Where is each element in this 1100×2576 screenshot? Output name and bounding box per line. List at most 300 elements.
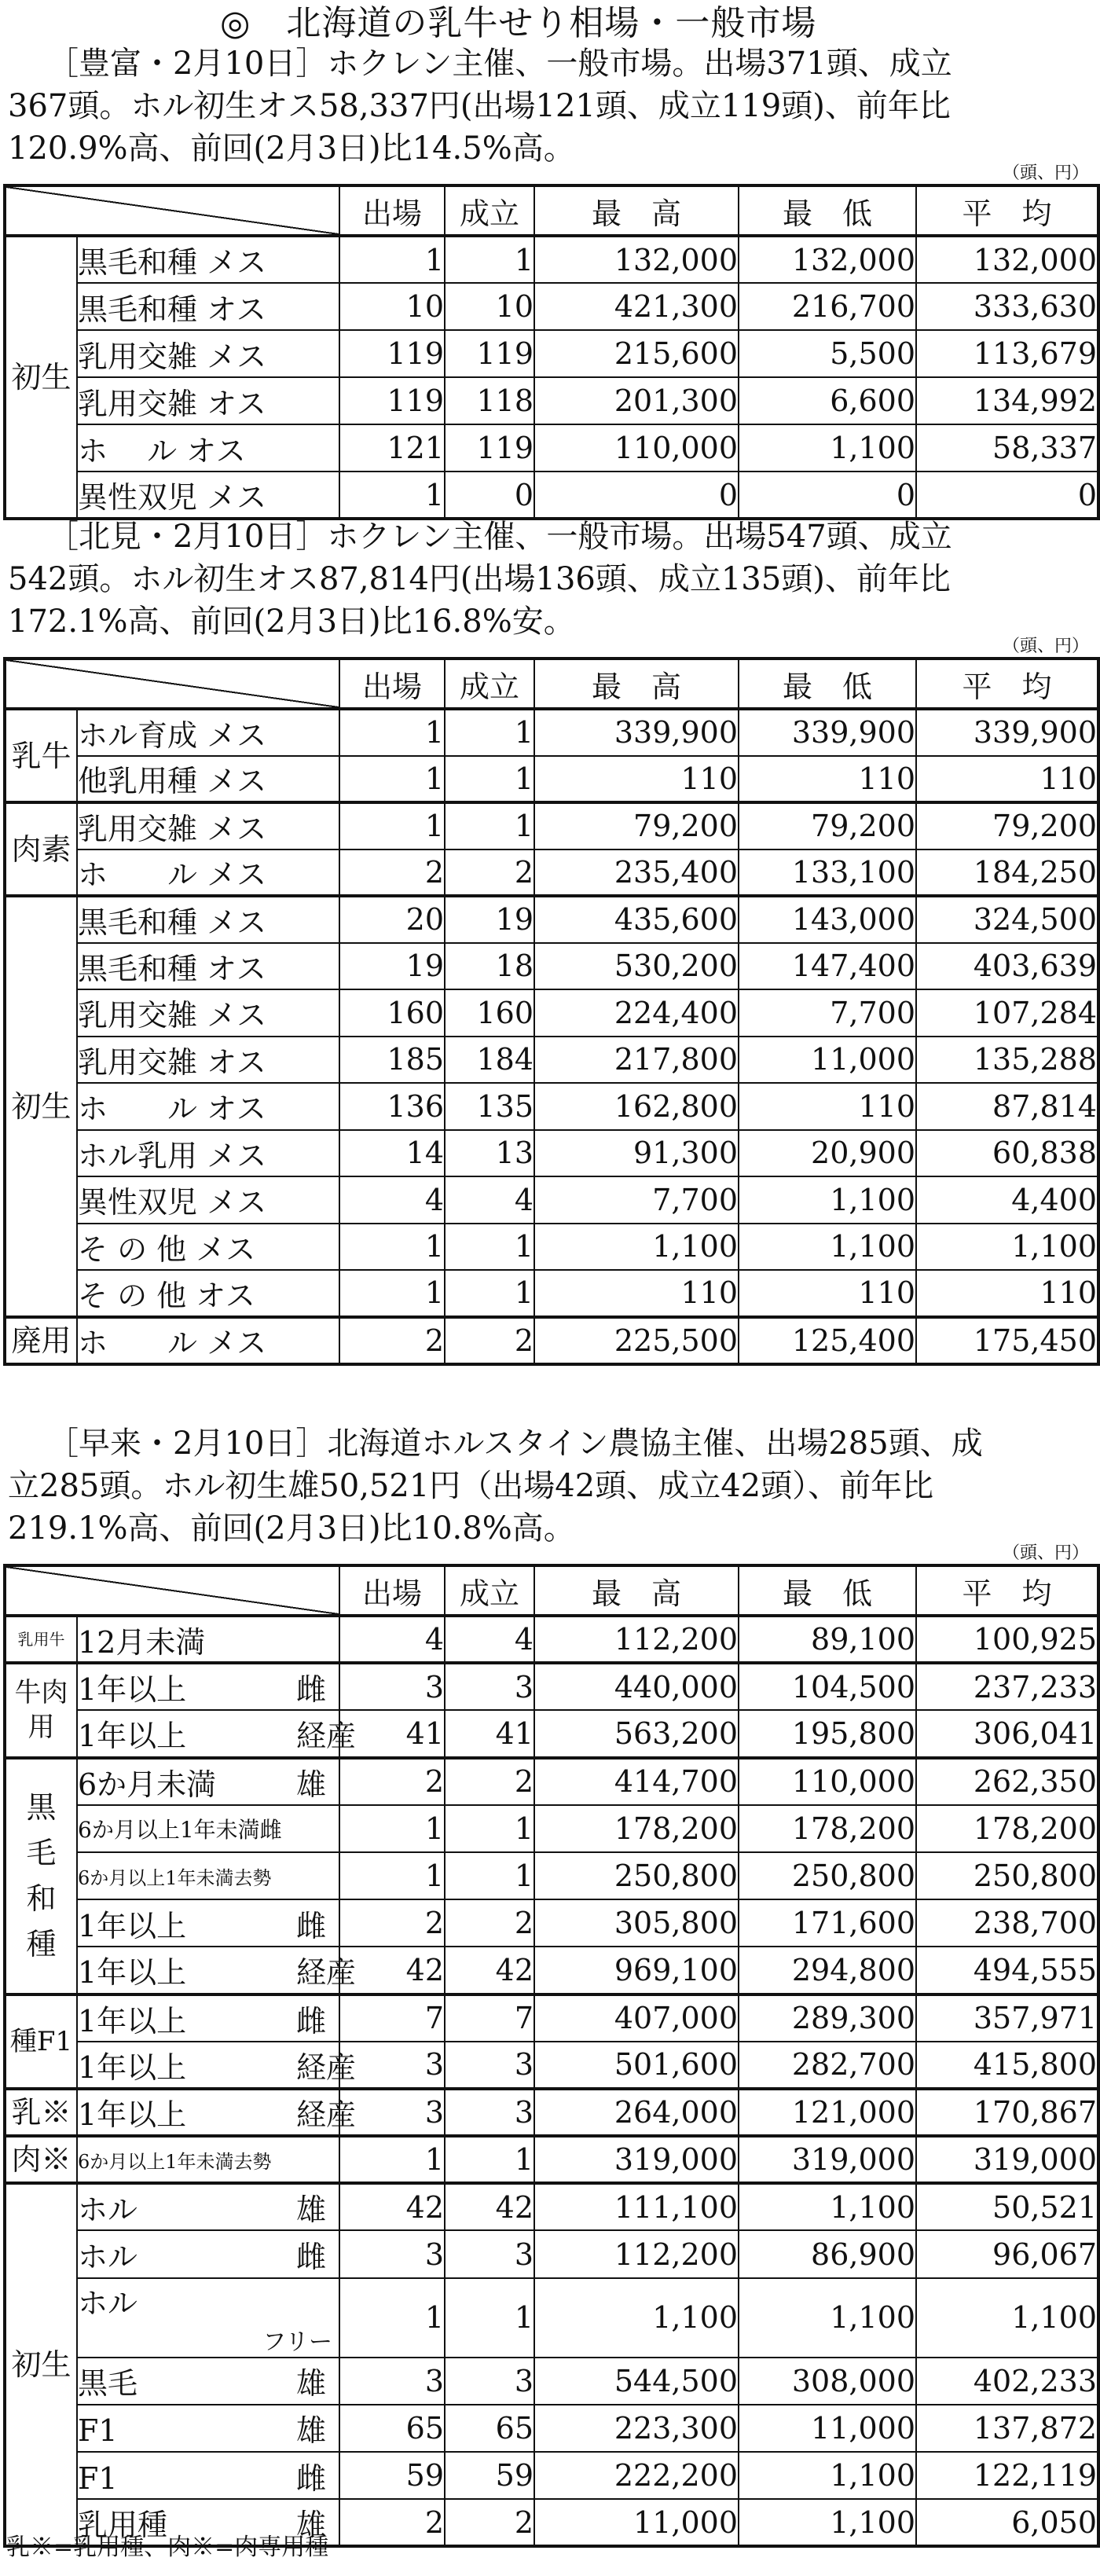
item-cell xyxy=(77,2183,339,2230)
value-shutsujo: 4 xyxy=(339,1176,445,1224)
value-seiritsu: 3 xyxy=(445,1663,534,1710)
table-row xyxy=(5,943,1098,990)
market-intro-kitami xyxy=(8,516,1092,643)
unit-label: （頭、円） xyxy=(1002,1543,1089,1563)
value-seiritsu: 2 xyxy=(445,1899,534,1947)
item-class: F1 xyxy=(78,2413,118,2449)
value-shutsujo: 1 xyxy=(339,1270,445,1317)
value-min: 11,000 xyxy=(739,1037,916,1084)
value-seiritsu: 1 xyxy=(445,1852,534,1899)
item-sex: 経産 xyxy=(296,2049,357,2085)
value-avg: 110 xyxy=(916,1270,1098,1317)
value-shutsujo: 3 xyxy=(339,1663,445,1710)
value-seiritsu: 119 xyxy=(445,424,534,472)
row-group xyxy=(5,1616,1098,1663)
value-avg: 1,100 xyxy=(916,1224,1098,1271)
item-cell: 乳用交雑 オス xyxy=(77,377,339,424)
row-group xyxy=(5,236,1098,519)
value-max: 969,100 xyxy=(534,1947,739,1994)
item-cell: そ の 他 オス xyxy=(77,1270,339,1317)
value-shutsujo: 3 xyxy=(339,2358,445,2405)
value-max: 235,400 xyxy=(534,849,739,897)
table-row xyxy=(5,2230,1098,2277)
item-cell xyxy=(77,2136,339,2183)
value-shutsujo: 4 xyxy=(339,1616,445,1663)
intro-line: 219.1%高、前回(2月3日)比10.8%高。 xyxy=(8,1510,575,1547)
value-max: 501,600 xyxy=(534,2042,739,2089)
table-row xyxy=(5,709,1098,756)
table-row xyxy=(5,849,1098,897)
item-cell: そ の 他 メス xyxy=(77,1224,339,1271)
value-shutsujo: 119 xyxy=(339,330,445,377)
value-seiritsu: 3 xyxy=(445,2089,534,2136)
value-shutsujo: 2 xyxy=(339,849,445,897)
table-row xyxy=(5,1947,1098,1994)
item-class: 6か月以上1年未満去勢 xyxy=(78,1866,272,1889)
value-min: 319,000 xyxy=(739,2136,916,2183)
value-seiritsu: 1 xyxy=(445,709,534,756)
table-row xyxy=(5,1176,1098,1224)
value-shutsujo: 121 xyxy=(339,424,445,472)
value-max: 223,300 xyxy=(534,2405,739,2452)
value-max: 79,200 xyxy=(534,802,739,849)
value-shutsujo: 2 xyxy=(339,2499,445,2546)
value-avg: 250,800 xyxy=(916,1852,1098,1899)
value-avg: 100,925 xyxy=(916,1616,1098,1663)
value-max: 1,100 xyxy=(534,2278,739,2358)
value-shutsujo: 1 xyxy=(339,236,445,283)
table-row xyxy=(5,1616,1098,1663)
value-shutsujo: 1 xyxy=(339,709,445,756)
corner-cell xyxy=(5,659,339,709)
value-seiritsu: 7 xyxy=(445,1994,534,2042)
value-avg: 79,200 xyxy=(916,802,1098,849)
value-min: 110 xyxy=(739,1083,916,1130)
value-min: 1,100 xyxy=(739,2499,916,2546)
table-row xyxy=(5,1130,1098,1177)
corner-cell xyxy=(5,1565,339,1616)
market-intro-hayakita xyxy=(8,1422,1092,1550)
column-header: 最 高 xyxy=(534,1565,739,1616)
value-min: 0 xyxy=(739,472,916,519)
value-shutsujo: 136 xyxy=(339,1083,445,1130)
value-avg: 339,900 xyxy=(916,709,1098,756)
table-row xyxy=(5,1083,1098,1130)
table-row xyxy=(5,1994,1098,2042)
value-avg: 324,500 xyxy=(916,896,1098,943)
column-header: 平 均 xyxy=(916,185,1098,236)
item-cell: ホ ル オス xyxy=(77,424,339,472)
value-min: 7,700 xyxy=(739,989,916,1037)
item-class: 6か月未満 xyxy=(78,1767,217,1802)
table-row xyxy=(5,802,1098,849)
value-max: 530,200 xyxy=(534,943,739,990)
value-seiritsu: 18 xyxy=(445,943,534,990)
table-row xyxy=(5,1663,1098,1710)
value-max: 162,800 xyxy=(534,1083,739,1130)
value-max: 421,300 xyxy=(534,283,739,330)
category-cell: 乳牛 xyxy=(5,709,77,802)
item-class: ホル xyxy=(78,2193,138,2228)
value-shutsujo: 185 xyxy=(339,1037,445,1084)
item-cell: ホ ル オス xyxy=(77,1083,339,1130)
value-seiritsu: 2 xyxy=(445,1758,534,1805)
column-header: 出場 xyxy=(339,1565,445,1616)
item-class: 乳用種 xyxy=(78,2508,168,2543)
item-sex: 雌 xyxy=(296,2460,327,2496)
value-avg: 87,814 xyxy=(916,1083,1098,1130)
value-avg: 113,679 xyxy=(916,330,1098,377)
item-cell: 乳用交雑 メス xyxy=(77,330,339,377)
item-sex: 経産 xyxy=(296,1719,357,1754)
value-max: 215,600 xyxy=(534,330,739,377)
value-min: 110,000 xyxy=(739,1758,916,1805)
value-min: 110 xyxy=(739,756,916,803)
value-shutsujo: 2 xyxy=(339,1317,445,1364)
value-shutsujo: 42 xyxy=(339,1947,445,1994)
value-seiritsu: 1 xyxy=(445,1805,534,1852)
item-class: 1年以上 xyxy=(78,1719,187,1754)
table-row xyxy=(5,1037,1098,1084)
value-seiritsu: 3 xyxy=(445,2042,534,2089)
value-max: 110 xyxy=(534,756,739,803)
value-seiritsu: 65 xyxy=(445,2405,534,2452)
value-min: 1,100 xyxy=(739,1224,916,1271)
column-header: 出場 xyxy=(339,185,445,236)
value-min: 125,400 xyxy=(739,1317,916,1364)
value-avg: 319,000 xyxy=(916,2136,1098,2183)
value-avg: 494,555 xyxy=(916,1947,1098,1994)
value-min: 5,500 xyxy=(739,330,916,377)
value-avg: 58,337 xyxy=(916,424,1098,472)
item-class: 12月未満 xyxy=(78,1624,206,1660)
item-cell xyxy=(77,2452,339,2499)
value-seiritsu: 1 xyxy=(445,756,534,803)
value-avg: 402,233 xyxy=(916,2358,1098,2405)
value-seiritsu: 160 xyxy=(445,989,534,1037)
item-cell xyxy=(77,1899,339,1947)
column-header: 最 低 xyxy=(739,659,916,709)
value-min: 282,700 xyxy=(739,2042,916,2089)
item-cell: 乳用交雑 メス xyxy=(77,989,339,1037)
column-header: 平 均 xyxy=(916,1565,1098,1616)
value-shutsujo: 1 xyxy=(339,2278,445,2358)
value-min: 89,100 xyxy=(739,1616,916,1663)
value-min: 294,800 xyxy=(739,1947,916,1994)
value-avg: 137,872 xyxy=(916,2405,1098,2452)
item-sex: フリー xyxy=(262,2328,332,2356)
item-class: F1 xyxy=(78,2460,118,2496)
value-seiritsu: 3 xyxy=(445,2358,534,2405)
item-cell xyxy=(77,2042,357,2089)
table-row xyxy=(5,2183,1098,2230)
value-max: 264,000 xyxy=(534,2089,739,2136)
value-seiritsu: 1 xyxy=(445,2278,534,2358)
table-row xyxy=(5,1317,1098,1364)
item-class: 1年以上 xyxy=(78,1955,187,1991)
market-intro-toyotomi xyxy=(8,42,1092,170)
value-avg: 60,838 xyxy=(916,1130,1098,1177)
value-min: 195,800 xyxy=(739,1710,916,1757)
item-sex: 雄 xyxy=(296,2508,327,2543)
column-header: 最 高 xyxy=(534,659,739,709)
value-shutsujo: 1 xyxy=(339,756,445,803)
value-seiritsu: 1 xyxy=(445,236,534,283)
value-shutsujo: 20 xyxy=(339,896,445,943)
column-header: 出場 xyxy=(339,659,445,709)
value-max: 319,000 xyxy=(534,2136,739,2183)
intro-line: 542頭。ホル初生オス87,814円(出場136頭、成立135頭)、前年比 xyxy=(8,561,951,597)
value-min: 11,000 xyxy=(739,2405,916,2452)
value-shutsujo: 1 xyxy=(339,2136,445,2183)
item-class: 1年以上 xyxy=(78,1672,187,1708)
item-sex: 雌 xyxy=(296,1672,327,1708)
value-min: 1,100 xyxy=(739,424,916,472)
value-min: 147,400 xyxy=(739,943,916,990)
value-avg: 134,992 xyxy=(916,377,1098,424)
column-header: 成立 xyxy=(445,185,534,236)
item-sex: 雌 xyxy=(296,2003,327,2038)
value-max: 563,200 xyxy=(534,1710,739,1757)
value-seiritsu: 42 xyxy=(445,1947,534,1994)
item-sex: 雌 xyxy=(296,1908,327,1943)
table-row xyxy=(5,2358,1098,2405)
header-row xyxy=(5,659,1098,709)
item-cell: ホ ル メス xyxy=(77,1317,339,1364)
value-seiritsu: 4 xyxy=(445,1176,534,1224)
value-avg: 50,521 xyxy=(916,2183,1098,2230)
item-sex: 経産 xyxy=(296,2097,357,2133)
row-group xyxy=(5,2136,1098,2183)
item-class: 6か月以上1年未満雌 xyxy=(78,1816,282,1843)
value-max: 440,000 xyxy=(534,1663,739,1710)
table-row xyxy=(5,2499,1098,2546)
category-cell: 乳※ xyxy=(5,2089,77,2136)
value-shutsujo: 3 xyxy=(339,2089,445,2136)
category-cell: 廃用 xyxy=(5,1317,77,1364)
table-row xyxy=(5,1899,1098,1947)
value-seiritsu: 3 xyxy=(445,2230,534,2277)
item-sex: 雄 xyxy=(296,1767,327,1802)
value-seiritsu: 118 xyxy=(445,377,534,424)
value-shutsujo: 42 xyxy=(339,2183,445,2230)
category-cell: 牛肉用 xyxy=(5,1663,77,1757)
unit-label: （頭、円） xyxy=(1002,637,1089,656)
value-seiritsu: 1 xyxy=(445,1270,534,1317)
table-row xyxy=(5,2452,1098,2499)
item-cell xyxy=(77,1994,339,2042)
value-shutsujo: 1 xyxy=(339,1852,445,1899)
item-cell xyxy=(77,2405,339,2452)
value-shutsujo: 160 xyxy=(339,989,445,1037)
value-shutsujo: 1 xyxy=(339,472,445,519)
column-header: 平 均 xyxy=(916,659,1098,709)
value-min: 110 xyxy=(739,1270,916,1317)
value-max: 111,100 xyxy=(534,2183,739,2230)
item-cell: 黒毛和種 オス xyxy=(77,943,339,990)
value-seiritsu: 10 xyxy=(445,283,534,330)
item-cell xyxy=(77,1616,339,1663)
table-row xyxy=(5,472,1098,519)
value-avg: 415,800 xyxy=(916,2042,1098,2089)
item-cell: ホル育成 メス xyxy=(77,709,339,756)
price-table-hayakita xyxy=(3,1564,1100,2548)
value-min: 1,100 xyxy=(739,2183,916,2230)
item-cell: 異性双児 メス xyxy=(77,1176,339,1224)
unit-label: （頭、円） xyxy=(1002,163,1089,183)
item-cell xyxy=(77,1710,357,1757)
value-max: 112,200 xyxy=(534,1616,739,1663)
value-avg: 0 xyxy=(916,472,1098,519)
row-group xyxy=(5,1663,1098,1757)
value-min: 308,000 xyxy=(739,2358,916,2405)
table-row xyxy=(5,1758,1098,1805)
table-row xyxy=(5,2042,1098,2089)
value-min: 133,100 xyxy=(739,849,916,897)
row-group xyxy=(5,896,1098,1317)
value-avg: 110 xyxy=(916,756,1098,803)
table-row xyxy=(5,756,1098,803)
item-sex: 雄 xyxy=(296,2413,327,2449)
value-avg: 4,400 xyxy=(916,1176,1098,1224)
value-max: 112,200 xyxy=(534,2230,739,2277)
table-row xyxy=(5,989,1098,1037)
row-group xyxy=(5,1758,1098,1994)
value-max: 110 xyxy=(534,1270,739,1317)
value-shutsujo: 19 xyxy=(339,943,445,990)
table-row xyxy=(5,896,1098,943)
value-seiritsu: 1 xyxy=(445,2136,534,2183)
category-cell: 黒毛和種 xyxy=(5,1758,77,1994)
table-row xyxy=(5,2405,1098,2452)
header-row xyxy=(5,185,1098,236)
value-seiritsu: 1 xyxy=(445,802,534,849)
value-shutsujo: 1 xyxy=(339,802,445,849)
value-max: 225,500 xyxy=(534,1317,739,1364)
value-shutsujo: 14 xyxy=(339,1130,445,1177)
table-row xyxy=(5,1805,1098,1852)
table-row xyxy=(5,2136,1098,2183)
item-cell: 他乳用種 メス xyxy=(77,756,339,803)
price-table-toyotomi xyxy=(3,184,1100,520)
value-shutsujo: 1 xyxy=(339,1224,445,1271)
item-sex: 雌 xyxy=(296,2240,327,2275)
row-group xyxy=(5,2089,1098,2136)
value-min: 1,100 xyxy=(739,2452,916,2499)
value-avg: 184,250 xyxy=(916,849,1098,897)
table-row xyxy=(5,283,1098,330)
value-seiritsu: 19 xyxy=(445,896,534,943)
value-shutsujo: 3 xyxy=(339,2042,445,2089)
value-seiritsu: 135 xyxy=(445,1083,534,1130)
table-row xyxy=(5,1270,1098,1317)
table-row xyxy=(5,330,1098,377)
value-max: 435,600 xyxy=(534,896,739,943)
value-avg: 403,639 xyxy=(916,943,1098,990)
value-shutsujo: 119 xyxy=(339,377,445,424)
item-class: 1年以上 xyxy=(78,1908,187,1943)
value-seiritsu: 4 xyxy=(445,1616,534,1663)
item-sex: 経産 xyxy=(296,1955,357,1991)
item-sex: 雄 xyxy=(296,2366,327,2402)
value-shutsujo: 10 xyxy=(339,283,445,330)
value-min: 339,900 xyxy=(739,709,916,756)
value-seiritsu: 59 xyxy=(445,2452,534,2499)
value-min: 1,100 xyxy=(739,2278,916,2358)
table-row xyxy=(5,1710,1098,1757)
item-class: 6か月以上1年未満去勢 xyxy=(78,2150,272,2173)
value-min: 20,900 xyxy=(739,1130,916,1177)
intro-line: 立285頭。ホル初生雄50,521円（出場42頭、成立42頭）、前年比 xyxy=(8,1468,934,1504)
table-row xyxy=(5,2089,1098,2136)
header-row xyxy=(5,1565,1098,1616)
item-cell xyxy=(77,1758,339,1805)
value-max: 1,100 xyxy=(534,1224,739,1271)
value-avg: 178,200 xyxy=(916,1805,1098,1852)
value-max: 339,900 xyxy=(534,709,739,756)
value-avg: 122,119 xyxy=(916,2452,1098,2499)
item-cell: 異性双児 メス xyxy=(77,472,339,519)
value-seiritsu: 42 xyxy=(445,2183,534,2230)
value-shutsujo: 65 xyxy=(339,2405,445,2452)
item-cell xyxy=(77,2278,339,2358)
table-row xyxy=(5,236,1098,283)
value-max: 414,700 xyxy=(534,1758,739,1805)
row-group xyxy=(5,1317,1098,1364)
table-row xyxy=(5,2278,1098,2358)
item-cell: 黒毛和種 メス xyxy=(77,236,339,283)
value-max: 305,800 xyxy=(534,1899,739,1947)
item-cell: 黒毛和種 オス xyxy=(77,283,339,330)
item-class: ホル xyxy=(78,2285,138,2321)
intro-line: 120.9%高、前回(2月3日)比14.5%高。 xyxy=(8,130,575,167)
value-min: 250,800 xyxy=(739,1852,916,1899)
value-seiritsu: 184 xyxy=(445,1037,534,1084)
value-seiritsu: 2 xyxy=(445,1317,534,1364)
value-seiritsu: 2 xyxy=(445,849,534,897)
column-header: 成立 xyxy=(445,1565,534,1616)
value-shutsujo: 1 xyxy=(339,1805,445,1852)
category-cell: 肉※ xyxy=(5,2136,77,2183)
item-cell xyxy=(77,1663,339,1710)
value-min: 86,900 xyxy=(739,2230,916,2277)
value-seiritsu: 2 xyxy=(445,2499,534,2546)
item-class: 1年以上 xyxy=(78,2049,187,2085)
category-cell: 肉素 xyxy=(5,802,77,896)
value-max: 544,500 xyxy=(534,2358,739,2405)
value-min: 216,700 xyxy=(739,283,916,330)
item-class: 1年以上 xyxy=(78,2003,187,2038)
value-max: 0 xyxy=(534,472,739,519)
value-max: 110,000 xyxy=(534,424,739,472)
page-title: ◎ 北海道の乳牛せり相場・一般市場 xyxy=(220,3,817,43)
category-cell: 乳用牛 xyxy=(5,1616,77,1663)
intro-line: ［豊富・2月10日］ホクレン主催、一般市場。出場371頭、成立 xyxy=(47,46,952,82)
item-cell xyxy=(77,1852,339,1899)
table-row xyxy=(5,1852,1098,1899)
table-row xyxy=(5,377,1098,424)
value-avg: 132,000 xyxy=(916,236,1098,283)
item-cell xyxy=(77,2089,357,2136)
item-cell: 乳用交雑 オス xyxy=(77,1037,339,1084)
value-max: 7,700 xyxy=(534,1176,739,1224)
category-cell: 種F1 xyxy=(5,1994,77,2089)
value-avg: 306,041 xyxy=(916,1710,1098,1757)
intro-line: ［北見・2月10日］ホクレン主催、一般市場。出場547頭、成立 xyxy=(47,519,952,555)
value-avg: 357,971 xyxy=(916,1994,1098,2042)
corner-cell xyxy=(5,185,339,236)
row-group xyxy=(5,1994,1098,2089)
